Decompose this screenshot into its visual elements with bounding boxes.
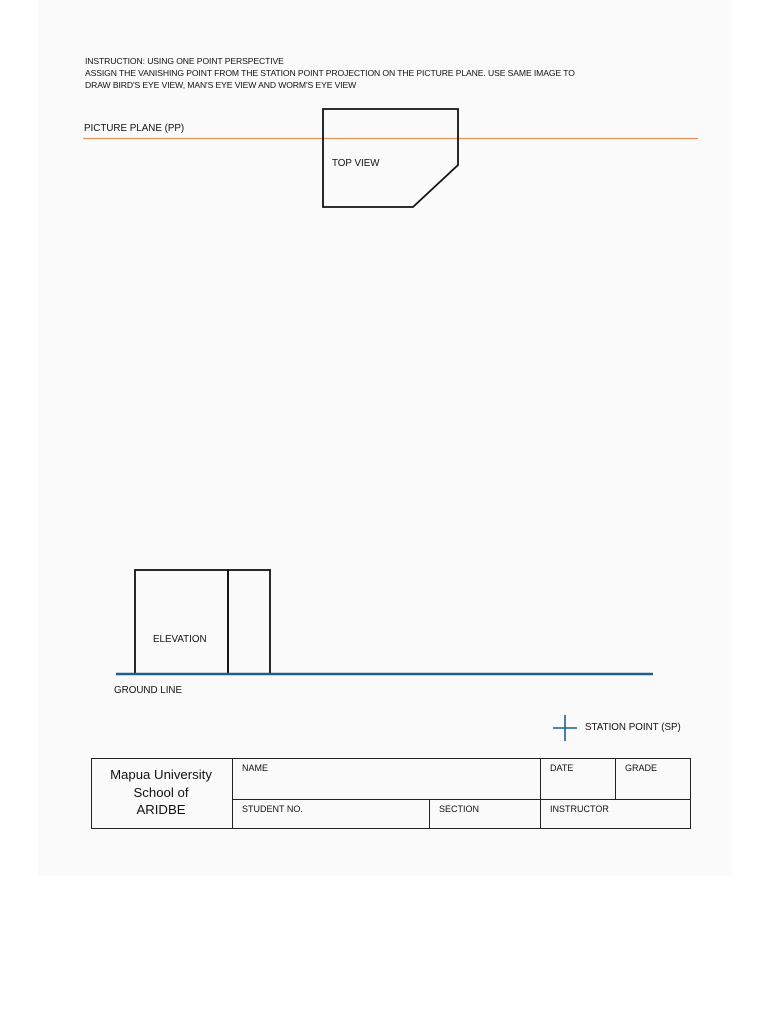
instructor-label: INSTRUCTOR	[550, 804, 609, 814]
ground-line-label: GROUND LINE	[114, 685, 183, 696]
university-line-3: ARIDBE	[136, 802, 186, 817]
section-label: SECTION	[439, 804, 480, 814]
picture-plane-label: PICTURE PLANE (PP)	[84, 123, 185, 134]
name-label: NAME	[242, 763, 269, 773]
elevation-label: ELEVATION	[153, 634, 207, 645]
date-label: DATE	[550, 763, 574, 773]
grade-label: GRADE	[625, 763, 658, 773]
student-no-label: STUDENT NO.	[242, 804, 303, 814]
university-line-2: School of	[133, 784, 189, 800]
elevation-side-block	[228, 570, 270, 674]
university-line-1: Mapua University	[110, 767, 212, 782]
instruction-line-2: ASSIGN THE VANISHING POINT FROM THE STATION POINT PROJECTION ON THE PICTURE PLANE. USE SAME IMAGE TO	[85, 68, 575, 78]
instruction-line-3: DRAW BIRD'S EYE VIEW, MAN'S EYE VIEW AND WORM'S EYE VIEW	[85, 80, 357, 90]
elevation-main-block	[135, 570, 228, 674]
title-block-name-cell[interactable]	[232, 758, 541, 800]
station-point-label: STATION POINT (SP)	[585, 722, 681, 733]
top-view-label: TOP VIEW	[332, 158, 380, 169]
instruction-line-1: INSTRUCTION: USING ONE POINT PERSPECTIVE	[85, 56, 284, 66]
university-name	[92, 766, 230, 819]
